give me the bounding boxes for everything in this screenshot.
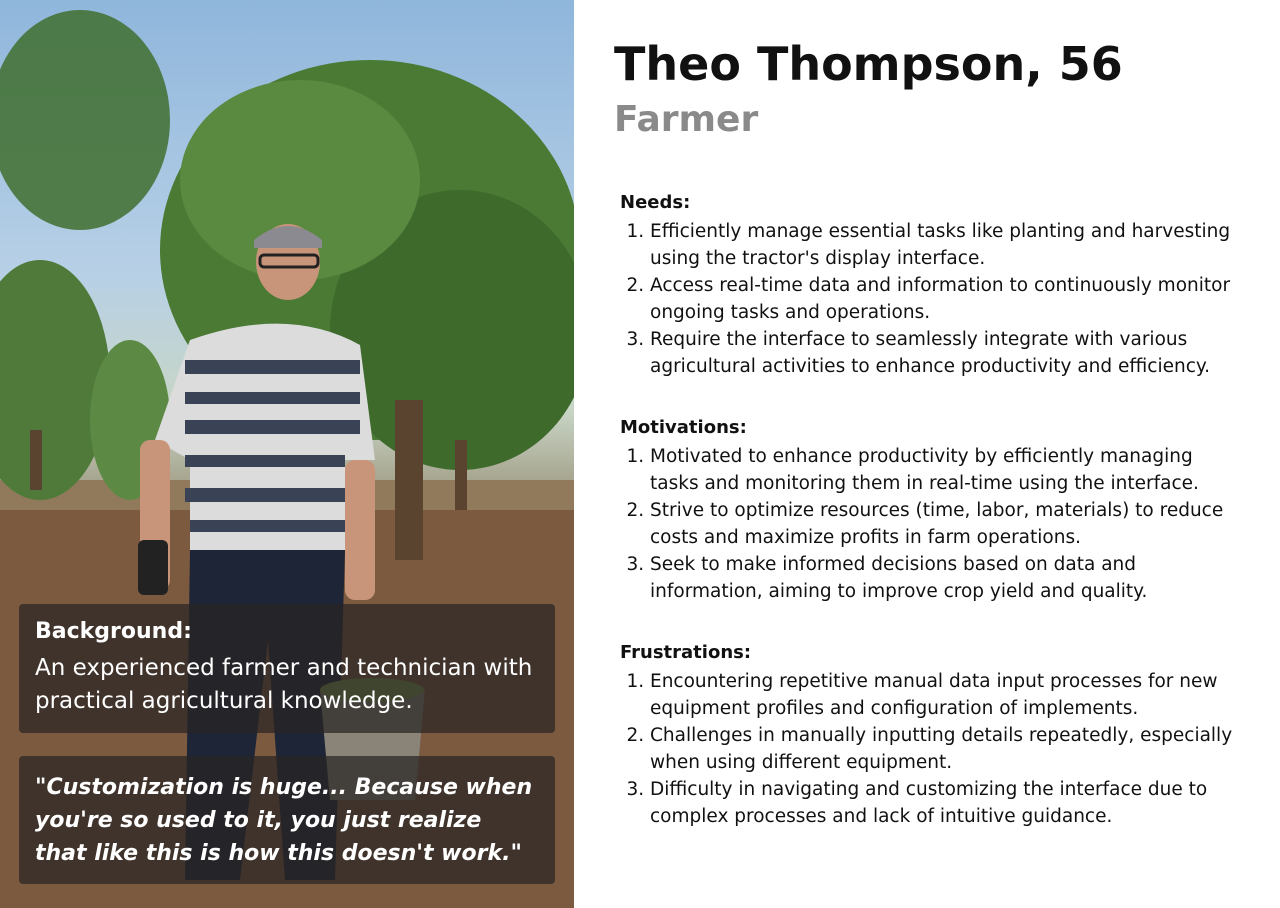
list-item: 1. Motivated to enhance productivity by efficiently managing tasks and monitoring them in real-time using the interface. (650, 443, 1246, 497)
needs-list (620, 218, 1246, 380)
needs-section (620, 190, 1246, 380)
frustrations-title: Frustrations: (620, 642, 752, 663)
list-item: 3. Seek to make informed decisions based on data and information, aiming to improve crop yield and quality. (650, 551, 1246, 605)
list-item: 2. Strive to optimize resources (time, labor, materials) to reduce costs and maximize profits in farm operations. (650, 497, 1246, 551)
motivations-section (620, 415, 1246, 605)
frustrations-section (620, 640, 1246, 830)
list-item: 1. Encountering repetitive manual data input processes for new equipment profiles and configuration of implements. (650, 668, 1246, 722)
list-item: 3. Difficulty in navigating and customizing the interface due to complex processes and lack of intuitive guidance. (650, 776, 1246, 830)
list-item: 1. Efficiently manage essential tasks like planting and harvesting using the tractor's display interface. (650, 218, 1246, 272)
list-item: 2. Access real-time data and information to continuously monitor ongoing tasks and operations. (650, 272, 1246, 326)
needs-title: Needs: (620, 192, 691, 213)
persona-name: Theo Thompson, 56 (614, 37, 1123, 91)
motivations-list (620, 443, 1246, 605)
list-item: 3. Require the interface to seamlessly integrate with various agricultural activities to enhance productivity and efficiency. (650, 326, 1246, 380)
background-title: Background: (35, 619, 192, 644)
persona-details-panel (614, 0, 1254, 908)
motivations-title: Motivations: (620, 417, 747, 438)
background-text: An experienced farmer and technician with practical agricultural knowledge. (35, 655, 533, 714)
persona-photo (0, 0, 574, 908)
persona-role: Farmer (614, 99, 759, 140)
background-card (19, 604, 555, 733)
quote-text: "Customization is huge... Because when you're so used to it, you just realize that like this is how this doesn't work." (35, 775, 533, 866)
frustrations-list (620, 668, 1246, 830)
quote-card (19, 756, 555, 884)
list-item: 2. Challenges in manually inputting details repeatedly, especially when using different equipment. (650, 722, 1246, 776)
